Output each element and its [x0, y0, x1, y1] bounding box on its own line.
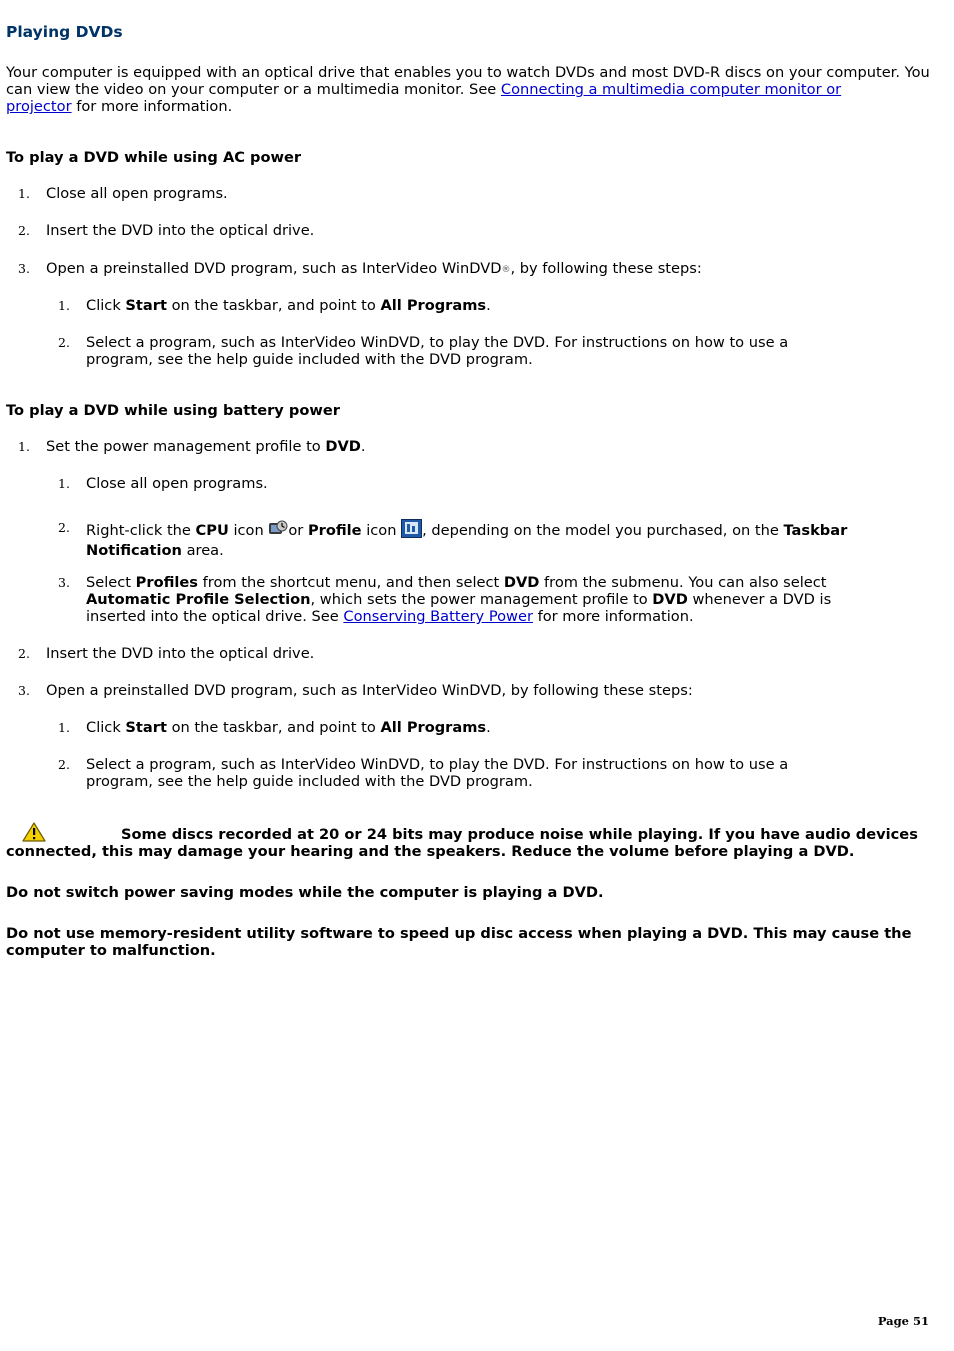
warning-text: Some discs recorded at 20 or 24 bits may produce noise while playing. If you have audio devices connected, this may damage your hearing and the speakers. Reduce the volume before playing a DVD.	[6, 826, 918, 860]
conserving-battery-power-link[interactable]: Conserving Battery Power	[343, 608, 533, 625]
profile-icon	[401, 519, 422, 542]
warning-icon	[22, 822, 46, 846]
monitor-projector-link[interactable]: Connecting a multimedia computer monitor or projector	[6, 81, 842, 115]
registered-mark: ®	[501, 265, 511, 275]
warning-block	[6, 822, 941, 860]
page-title: Playing DVDs	[6, 23, 123, 41]
cpu-icon	[268, 520, 288, 542]
page-number: Page 51	[877, 1314, 929, 1328]
battery-power-heading: To play a DVD while using battery power	[6, 402, 340, 419]
intro-paragraph: Your computer is equipped with an optical drive that enables you to watch DVDs and most DVD-R discs on your computer. You can view the video on your computer or a multimedia monitor. See Connecting a multimedia computer monitor or projector for more information.	[6, 64, 930, 115]
warning-text: Do not switch power saving modes while the computer is playing a DVD.	[6, 884, 604, 901]
ac-power-heading: To play a DVD while using AC power	[6, 149, 302, 166]
warning-text: Do not use memory-resident utility software to speed up disc access when playing a DVD. This may cause the computer to malfunction.	[6, 925, 912, 959]
